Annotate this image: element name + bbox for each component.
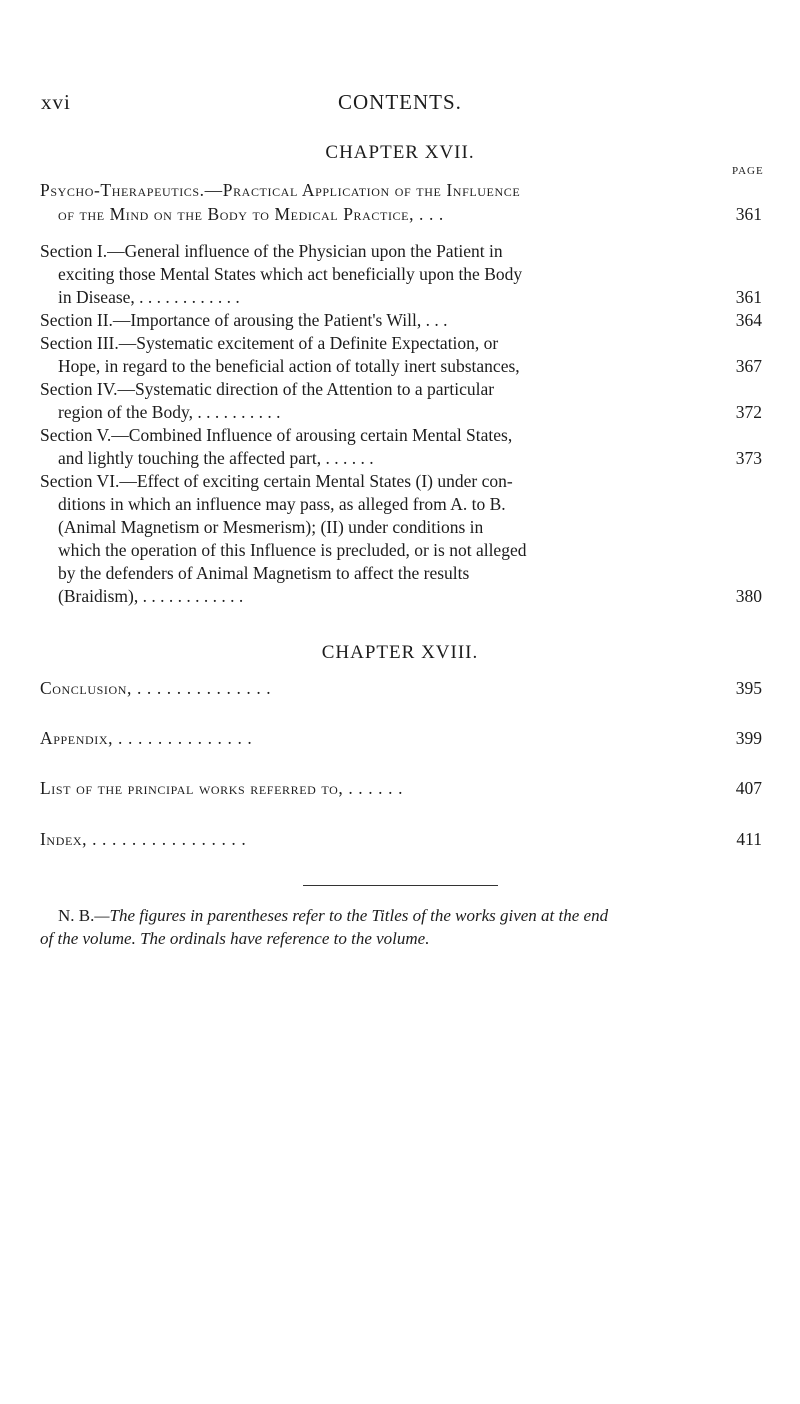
section-4-line-2: region of the Body, . . . . . . . . . . bbox=[58, 402, 281, 422]
section-1-page: 361 bbox=[735, 287, 762, 307]
chapter-17-heading-line-1: Psycho-Therapeutics.—Practical Application of the Influence bbox=[40, 180, 521, 200]
chapter-17-heading-line-2: of the Mind on the Body to Medical Practice, . . . bbox=[58, 204, 444, 224]
section-4-page: 372 bbox=[735, 402, 762, 422]
toc-entry-conclusion-page: 395 bbox=[735, 678, 762, 698]
section-3-page: 367 bbox=[735, 356, 762, 376]
section-3-line-2: Hope, in regard to the beneficial action of totally inert substances, bbox=[58, 356, 520, 376]
section-6-line-3: (Animal Magnetism or Mesmerism); (II) under conditions in bbox=[58, 517, 484, 537]
section-6-line-2: ditions in which an influence may pass, as alleged from A. to B. bbox=[58, 494, 506, 514]
section-3-line-1: Section III.—Systematic excitement of a Definite Expectation, or bbox=[40, 333, 499, 353]
toc-entry-appendix: Appendix, . . . . . . . . . . . . . . bbox=[40, 728, 253, 748]
section-6-line-5: by the defenders of Animal Magnetism to affect the results bbox=[58, 563, 470, 583]
toc-entry-index-page: 411 bbox=[736, 829, 762, 849]
chapter-18-title: CHAPTER XVIII. bbox=[321, 642, 479, 663]
divider-rule bbox=[303, 885, 498, 886]
page-number-roman: xvi bbox=[41, 90, 71, 114]
page-column-label: PAGE bbox=[732, 165, 764, 177]
section-5-line-1: Section V.—Combined Influence of arousing certain Mental States, bbox=[40, 425, 513, 445]
section-6-line-6: (Braidism), . . . . . . . . . . . . bbox=[58, 586, 244, 606]
section-2-page: 364 bbox=[735, 310, 762, 330]
footnote-line-1: —The figures in parentheses refer to the Titles of the works given at the end bbox=[94, 906, 609, 925]
section-4-line-1: Section IV.—Systematic direction of the Attention to a particular bbox=[40, 379, 495, 399]
section-5-page: 373 bbox=[735, 448, 762, 468]
section-5-line-2: and lightly touching the affected part, . . . . . . bbox=[58, 448, 374, 468]
chapter-17-heading-page: 361 bbox=[735, 204, 762, 224]
section-1-line-1: Section I.—General influence of the Physician upon the Patient in bbox=[40, 241, 503, 261]
footnote-prefix: N. B. bbox=[58, 906, 95, 925]
toc-entry-index: Index, . . . . . . . . . . . . . . . . bbox=[40, 829, 247, 849]
section-1-line-2: exciting those Mental States which act beneficially upon the Body bbox=[58, 264, 523, 284]
section-6-line-4: which the operation of this Influence is precluded, or is not alleged bbox=[58, 540, 527, 560]
footnote-line-2: of the volume. The ordinals have reference to the volume. bbox=[40, 929, 430, 948]
section-6-line-1: Section VI.—Effect of exciting certain Mental States (I) under con- bbox=[40, 471, 513, 491]
footnote bbox=[40, 904, 770, 950]
toc-entry-works-list-page: 407 bbox=[735, 778, 762, 798]
section-1-line-3: in Disease, . . . . . . . . . . . . bbox=[58, 287, 240, 307]
section-2-line-1: Section II.—Importance of arousing the Patient's Will, . . . bbox=[40, 310, 448, 330]
toc-entry-conclusion: Conclusion, . . . . . . . . . . . . . . bbox=[40, 678, 272, 698]
toc-entry-works-list: List of the principal works referred to, . . . . . . bbox=[40, 778, 404, 798]
section-6-page: 380 bbox=[735, 586, 762, 606]
chapter-17-title: CHAPTER XVII. bbox=[325, 142, 475, 163]
running-title: CONTENTS. bbox=[338, 90, 462, 114]
toc-entry-appendix-page: 399 bbox=[735, 728, 762, 748]
